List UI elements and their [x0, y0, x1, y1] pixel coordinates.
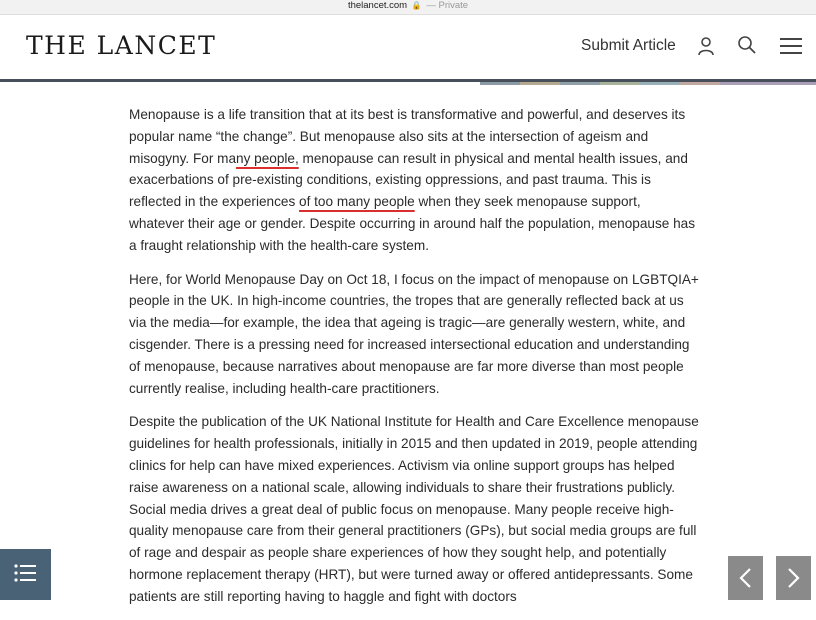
article-paragraph-2: Here, for World Menopause Day on Oct 18, I focus on the impact of menopause on LGBTQIA+ people in the UK. In high-income countries, the tropes that are generally reflected back at us via the media—for example, the idea that ageing is tragic—are generally western, white, and cisgender. There is a pressing need for increased intersectional education and understanding of menopause, because narratives about menopause are far more diverse than most people currently realise, including health-care practitioners.	[129, 271, 699, 396]
previous-article-button[interactable]	[728, 556, 763, 600]
divider-segment	[480, 82, 520, 85]
divider-segment	[720, 82, 816, 85]
paragraph-1-text-b: menopause can result in physical and mental health issues, and exacerbations of pre-existing conditions, existing oppressions, and past trauma. This is reflected in the experiences	[129, 150, 688, 210]
site-logo[interactable]: THE LANCET	[26, 31, 217, 60]
user-icon[interactable]	[697, 36, 715, 56]
lock-icon: 🔒	[411, 1, 422, 10]
browser-mode-separator: —	[426, 0, 436, 11]
menu-icon[interactable]	[780, 38, 802, 54]
paragraph-1-text-a: Menopause is a life transition that at its best is transformative and powerful, and deserves its popular name “the change”. But menopause also sits at the intersection of ageism and misogyny. For ma	[129, 107, 686, 166]
article-paragraph-1	[129, 104, 699, 257]
highlighted-phrase-too-many-people: of too many people	[299, 194, 415, 210]
site-header	[0, 15, 816, 79]
submit-article-link[interactable]: Submit Article	[581, 37, 676, 54]
divider-segment	[640, 82, 680, 85]
divider-segment	[520, 82, 560, 85]
paragraph-1-text-c: when they seek menopause support, whatever their age or gender. Despite occurring in around half the population, menopause has a fraught relationship with the health-care system.	[129, 194, 696, 253]
highlighted-phrase-many-people: ny people,	[236, 150, 299, 166]
browser-url[interactable]: thelancet.com	[347, 0, 408, 11]
divider-segment	[680, 82, 720, 85]
browser-address-bar[interactable]	[0, 0, 816, 15]
search-icon[interactable]	[737, 35, 757, 55]
divider-segment	[560, 82, 600, 85]
divider-segment	[600, 82, 640, 85]
header-divider	[0, 79, 816, 85]
article-body	[129, 104, 699, 620]
table-of-contents-button[interactable]	[0, 549, 51, 600]
browser-private-label: Private	[438, 0, 469, 11]
article-paragraph-3: Despite the publication of the UK National Institute for Health and Care Excellence menopause guidelines for health professionals, initially in 2015 and then updated in 2019, people attending clinics for help can have mixed experiences. Activism via online support groups has helped raise awareness on a national scale, allowing individuals to share their frustrations publicly. Social media drives a great deal of public focus on menopause. Many people receive high-quality menopause care from their general practitioners (GPs), but social media groups are full of rage and despair as people share experiences of how they sought help, and potentially hormone replacement therapy (HRT), but were turned away or offered antidepressants. Some patients are still reporting having to haggle and fight with doctors	[129, 414, 699, 604]
next-article-button[interactable]	[776, 556, 811, 600]
